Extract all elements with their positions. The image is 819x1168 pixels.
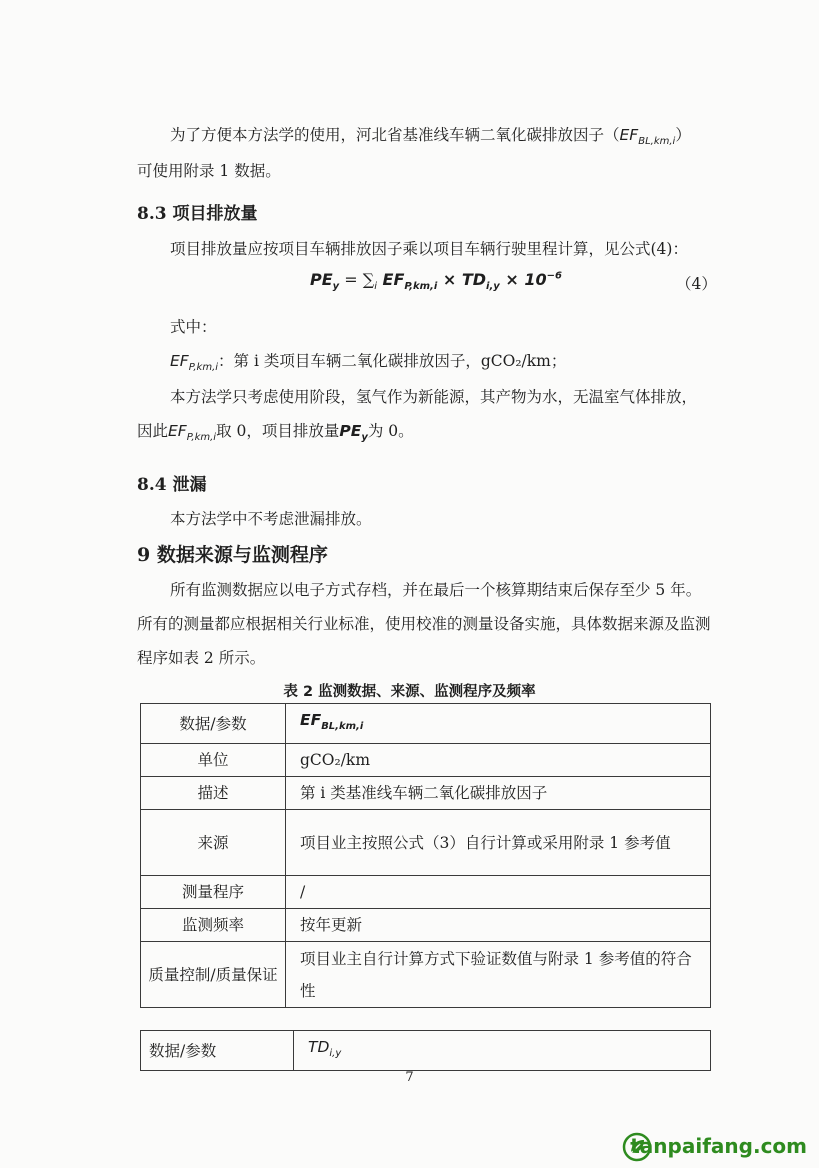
table-value: 项目业主按照公式（3）自行计算或采用附录 1 参考值 bbox=[286, 810, 711, 876]
table-key: 单位 bbox=[141, 744, 286, 777]
table-row bbox=[141, 909, 711, 942]
intro-line2: 可使用附录 1 数据。 bbox=[137, 162, 281, 180]
ef-bl-symbol: $EF_{BL,km,i}$ bbox=[619, 126, 676, 148]
table-key: 监测频率 bbox=[141, 909, 286, 942]
table-key: 描述 bbox=[141, 777, 286, 810]
table-key: 数据/参数 bbox=[141, 704, 286, 744]
table-key: 质量控制/质量保证 bbox=[141, 942, 286, 1008]
data-source-paragraph: 所有监测数据应以电子方式存档，并在最后一个核算期结束后保存至少 5 年。所有的测量都应根据相关行业标准，使用校准的测量设备实施，具体数据来源及监测程序如表 2 所示。 bbox=[137, 581, 711, 667]
intro-paragraph bbox=[137, 118, 712, 159]
table-row bbox=[141, 942, 711, 1008]
table-value: $TD_{i,y}$ bbox=[294, 1031, 711, 1071]
table-row bbox=[141, 1031, 711, 1071]
intro-text: 为了方便本方法学的使用，河北省基准线车辆二氧化碳排放因子（ bbox=[170, 126, 620, 144]
table-value: 按年更新 bbox=[286, 909, 711, 942]
section-heading-9: 9 数据来源与监测程序 bbox=[137, 544, 328, 566]
table-row bbox=[141, 777, 711, 810]
monitoring-table-td bbox=[140, 1030, 711, 1071]
monitoring-table-ef-bl bbox=[140, 703, 711, 1008]
page-number: 7 bbox=[405, 1070, 414, 1085]
formula-number: （4） bbox=[676, 275, 717, 293]
table-row bbox=[141, 876, 711, 909]
where-label: 式中： bbox=[170, 318, 217, 336]
table-key: 数据/参数 bbox=[141, 1031, 294, 1071]
intro-close: ） bbox=[675, 126, 691, 144]
table-key: 来源 bbox=[141, 810, 286, 876]
watermark-text: tanpaifang.com bbox=[630, 1134, 807, 1158]
project-emission-paragraph: 项目排放量应按项目车辆排放因子乘以项目车辆行驶里程计算，见公式(4)： bbox=[170, 240, 688, 258]
definition-ef-p: $EF_{P,km,i}$：第 i 类项目车辆二氧化碳排放因子，gCO₂/km； bbox=[170, 352, 567, 374]
table-row bbox=[141, 704, 711, 744]
table-value: gCO₂/km bbox=[286, 744, 711, 777]
formula-4: $PE_y = \sum_i$ $EF_{P,km,i} \times TD_{i,y} \times 10^{-6}$ bbox=[310, 270, 562, 293]
table-caption: 表 2 监测数据、来源、监测程序及频率 bbox=[283, 684, 536, 700]
table-key: 测量程序 bbox=[141, 876, 286, 909]
table-value: / bbox=[286, 876, 711, 909]
zero-emission-paragraph: 本方法学只考虑使用阶段，氢气作为新能源，其产物为水，无温室气体排放，因此$EF_{P,km,i}$取 0，项目排放量$PE_y$为 0。 bbox=[137, 388, 698, 444]
table-value: 项目业主自行计算方式下验证数值与附录 1 参考值的符合性 bbox=[286, 942, 711, 1008]
table-value: 第 i 类基准线车辆二氧化碳排放因子 bbox=[286, 777, 711, 810]
table-row bbox=[141, 810, 711, 876]
section-heading-8-4: 8.4 泄漏 bbox=[137, 475, 207, 495]
table-row bbox=[141, 744, 711, 777]
table-value: $EF_{BL,km,i}$ bbox=[286, 704, 711, 744]
leakage-paragraph: 本方法学中不考虑泄漏排放。 bbox=[170, 510, 372, 528]
section-heading-8-3: 8.3 项目排放量 bbox=[137, 204, 258, 224]
